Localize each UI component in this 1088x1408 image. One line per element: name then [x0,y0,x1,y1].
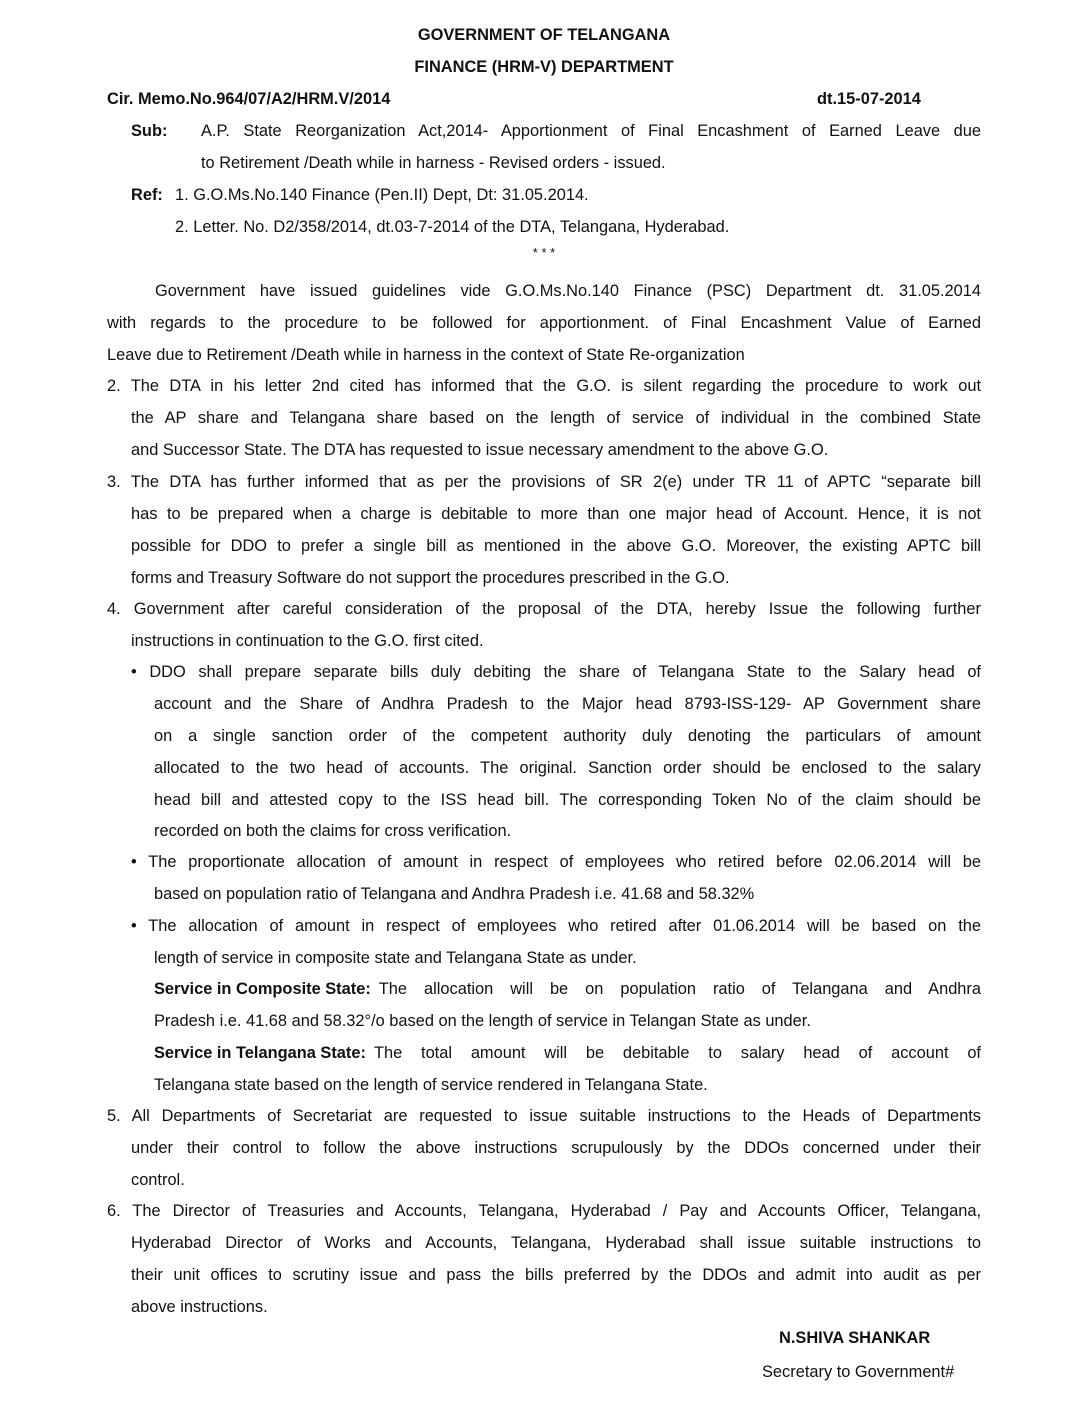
paragraph-line: has to be prepared when a charge is debitable to more than one major head of Account. Hence, it is not [131,505,981,523]
bullet-line: allocated to the two head of accounts. The original. Sanction order should be enclosed to the salary [154,759,981,777]
paragraph-line: 6. The Director of Treasuries and Accounts, Telangana, Hyderabad / Pay and Accounts Officer, Telangana, [107,1202,981,1220]
paragraph-line: Government have issued guidelines vide G.O.Ms.No.140 Finance (PSC) Department dt. 31.05.2014 [155,282,981,300]
paragraph-line: 3. The DTA has further informed that as per the provisions of SR 2(e) under TR 11 of APTC “separate bill [107,473,981,491]
bullet-line: • DDO shall prepare separate bills duly debiting the share of Telangana State to the Salary head of [131,663,981,681]
composite-state-text: Pradesh i.e. 41.68 and 58.32°/o based on the length of service in Telangan State as under. [154,1012,811,1030]
composite-state-line [154,979,981,999]
bullet-line: • The proportionate allocation of amount in respect of employees who retired before 02.06.2014 will be [131,853,981,871]
telangana-state-line [154,1043,981,1063]
paragraph-line: 2. The DTA in his letter 2nd cited has informed that the G.O. is silent regarding the procedure to work out [107,377,981,395]
telangana-state-text: Telangana state based on the length of service rendered in Telangana State. [154,1076,708,1094]
government-heading: GOVERNMENT OF TELANGANA [417,26,671,44]
telangana-state-text: The total amount will be debitable to salary head of account of [373,1044,981,1062]
paragraph-line: the AP share and Telangana share based on the length of service of individual in the combined State [131,409,981,427]
composite-state-label: Service in Composite State: [154,980,371,998]
paragraph-line: possible for DDO to prefer a single bill as mentioned in the above G.O. Moreover, the existing APTC bill [131,537,981,555]
paragraph-line: instructions in continuation to the G.O. first cited. [131,632,484,650]
paragraph-line: Leave due to Retirement /Death while in harness in the context of State Re-organization [107,346,745,364]
bullet-line: recorded on both the claims for cross verification. [154,822,512,840]
paragraph-line: forms and Treasury Software do not support the procedures prescribed in the G.O. [131,569,730,587]
reference-label: Ref: [131,186,163,204]
memo-date: dt.15-07-2014 [817,90,921,108]
bullet-line: based on population ratio of Telangana and Andhra Pradesh i.e. 41.68 and 58.32% [154,885,755,903]
signatory-name: N.SHIVA SHANKAR [779,1329,931,1347]
paragraph-line: with regards to the procedure to be followed for apportionment. of Final Encashment Value of Earned [107,314,981,332]
composite-state-text: The allocation will be on population ratio of Telangana and Andhra [378,980,981,998]
paragraph-line: above instructions. [131,1298,268,1316]
bullet-line: length of service in composite state and Telangana State as under. [154,949,637,967]
paragraph-line: under their control to follow the above instructions scrupulously by the DDOs concerned under their [131,1139,981,1157]
bullet-line: on a single sanction order of the competent authority duly denoting the particulars of amount [154,727,981,745]
paragraph-line: their unit offices to scrutiny issue and pass the bills preferred by the DDOs and admit into audit as per [131,1266,981,1284]
paragraph-line: 5. All Departments of Secretariat are requested to issue suitable instructions to the Heads of Departments [107,1107,981,1125]
bullet-line: head bill and attested copy to the ISS head bill. The corresponding Token No of the claim should be [154,791,981,809]
paragraph-line: Hyderabad Director of Works and Accounts, Telangana, Hyderabad shall issue suitable instructions to [131,1234,981,1252]
paragraph-line: and Successor State. The DTA has requested to issue necessary amendment to the above G.O. [131,441,829,459]
bullet-line: • The allocation of amount in respect of employees who retired after 01.06.2014 will be based on the [131,917,981,935]
subject-line: A.P. State Reorganization Act,2014- Apportionment of Final Encashment of Earned Leave due [201,122,981,140]
telangana-state-label: Service in Telangana State: [154,1044,366,1062]
paragraph-line: control. [131,1171,185,1189]
reference-item: 1. G.O.Ms.No.140 Finance (Pen.II) Dept, Dt: 31.05.2014. [175,186,589,204]
separator: * * * [532,245,556,260]
bullet-line: account and the Share of Andhra Pradesh to the Major head 8793-ISS-129- AP Government share [154,695,981,713]
department-heading: FINANCE (HRM-V) DEPARTMENT [414,58,674,76]
paragraph-line: 4. Government after careful consideration of the proposal of the DTA, hereby Issue the following further [107,600,981,618]
reference-item: 2. Letter. No. D2/358/2014, dt.03-7-2014 of the DTA, Telangana, Hyderabad. [175,218,730,236]
subject-label: Sub: [131,122,168,140]
signatory-designation: Secretary to Government# [762,1363,955,1381]
memo-number: Cir. Memo.No.964/07/A2/HRM.V/2014 [107,90,391,108]
subject-line: to Retirement /Death while in harness - Revised orders - issued. [201,154,666,172]
